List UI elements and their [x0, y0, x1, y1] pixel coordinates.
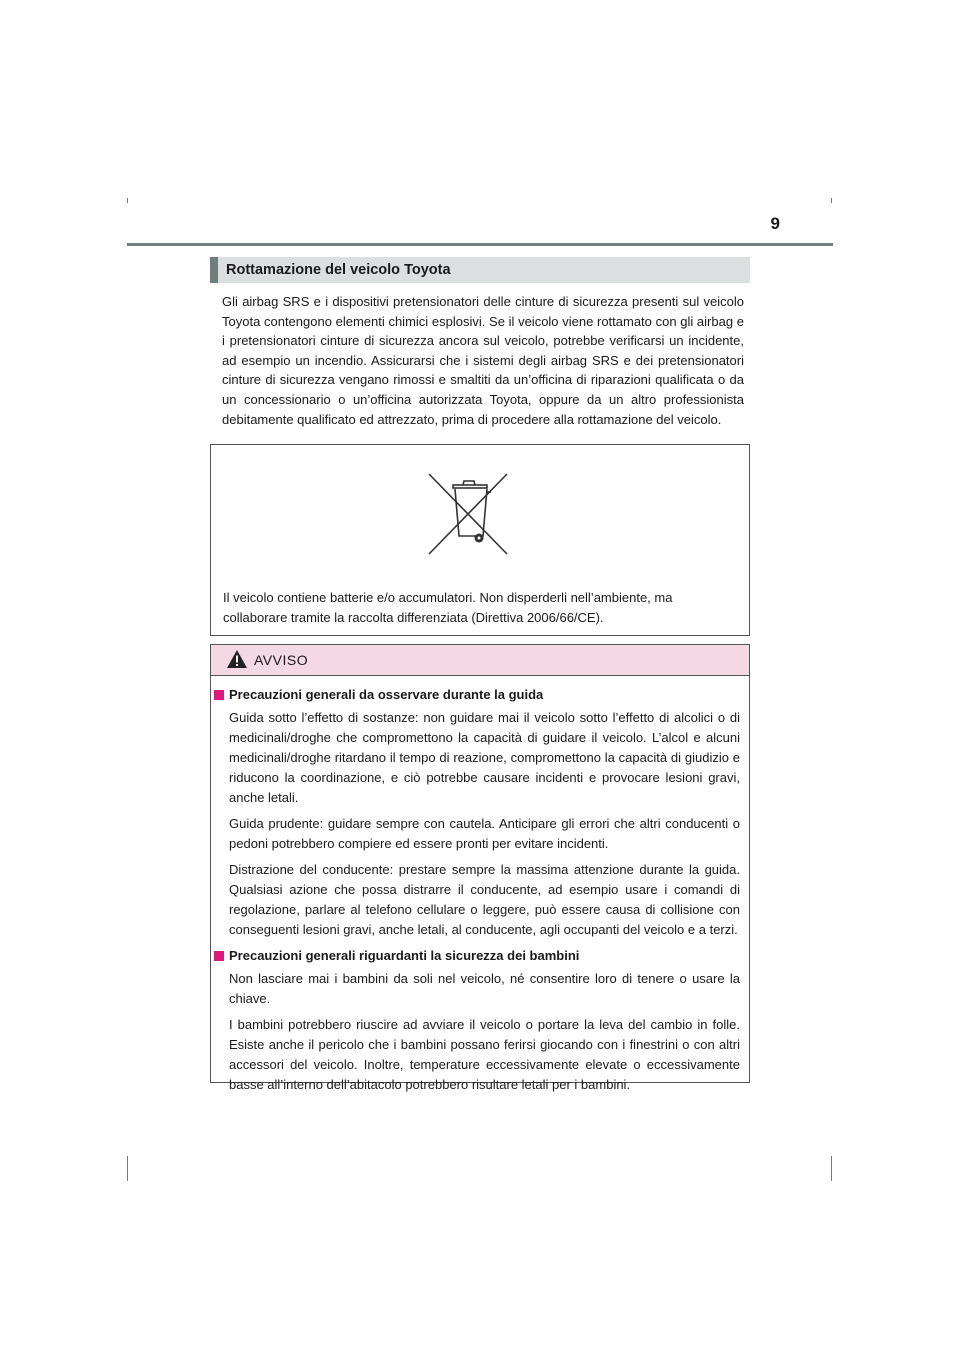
- warning-triangle-icon: [227, 650, 247, 668]
- warning-section-heading-text: Precauzioni generali da osservare durante la guida: [229, 687, 544, 702]
- warning-paragraph: Distrazione del conducente: prestare sempre la massima attenzione durante la guida. Qualsiasi azione che possa distrarre il conducente, ad esempio usare i comandi di regolazione, parlare al telefono cellulare o leggere, può essere causa di collisione con conseguenti lesioni gravi, anche letali, al conducente, agli occupanti del veicolo e a terzi.: [229, 862, 740, 937]
- warning-section-heading: [229, 685, 740, 705]
- intro-paragraph: Gli airbag SRS e i dispositivi pretensionatori delle cinture di sicurezza presenti sul veicolo Toyota contengono elementi chimici esplosivi. Se il veicolo viene rottamato con gli airbag e i pretensionatori cinture di sicurezza ancora sul veicolo, potrebbe verificarsi un incidente, ad esempio un incendio. Assicurarsi che i sistemi degli airbag SRS e dei pretensionatori cinture di sicurezza vengano rimossi e smaltiti da un’officina di riparazioni qualificata o da un concessionario o un’officina autorizzata Toyota, oppure da un altro professionista debitamente qualificato ed attrezzato, prima di procedere alla rottamazione del veicolo.: [222, 294, 744, 427]
- crop-mark-bottom-right: [831, 1156, 832, 1181]
- warning-body: [211, 685, 751, 1101]
- section-heading: Rottamazione del veicolo Toyota: [210, 257, 750, 283]
- warning-box: [210, 644, 750, 1092]
- warning-section-heading-text: Precauzioni generali riguardanti la sicurezza dei bambini: [229, 948, 580, 963]
- crop-mark-bottom-left: [127, 1156, 128, 1181]
- crop-mark-top-left: [127, 198, 128, 203]
- warning-section-heading: [229, 946, 740, 966]
- page-number: 9: [770, 214, 780, 233]
- warning-paragraph: Guida sotto l’effetto di sostanze: non guidare mai il veicolo sotto l’effetto di alcolici o di medicinali/droghe che compromettono la capacità di guidare il veicolo. L’alcol e alcuni medicinali/droghe ritardano il tempo di reazione, compromettono la capacità di giudizio e riducono la coordinazione, e ciò potrebbe causare incidenti e provocare lesioni gravi, anche letali.: [229, 710, 740, 805]
- crossed-out-wheelie-bin-icon: [427, 472, 509, 556]
- warning-paragraph: Non lasciare mai i bambini da soli nel veicolo, né consentire loro di tenere o usare la chiave.: [229, 971, 740, 1006]
- warning-paragraph: I bambini potrebbero riuscire ad avviare il veicolo o portare la leva del cambio in folle. Esiste anche il pericolo che i bambini possano ferirsi giocando con i finestrini o con altri accessori del veicolo. Inoltre, temperature eccessivamente elevate o eccessivamente basse all’interno dell’abitacolo potrebbero risultare letali per i bambini.: [229, 1017, 740, 1092]
- recycling-note: Il veicolo contiene batterie e/o accumulatori. Non disperderli nell’ambiente, ma collaborare tramite la raccolta differenziata (Direttiva 2006/66/CE).: [223, 590, 673, 625]
- warning-header: [211, 645, 749, 676]
- recycling-notice-box: [210, 444, 750, 636]
- warning-paragraph: Guida prudente: guidare sempre con cautela. Anticipare gli errori che altri conducenti o pedoni potrebbero compiere ed essere pronti per evitare incidenti.: [229, 816, 740, 851]
- warning-title: AVVISO: [254, 652, 309, 668]
- pink-square-bullet-icon: [214, 951, 224, 961]
- crop-mark-top-right: [831, 198, 832, 203]
- header-rule: [127, 243, 833, 246]
- pink-square-bullet-icon: [214, 690, 224, 700]
